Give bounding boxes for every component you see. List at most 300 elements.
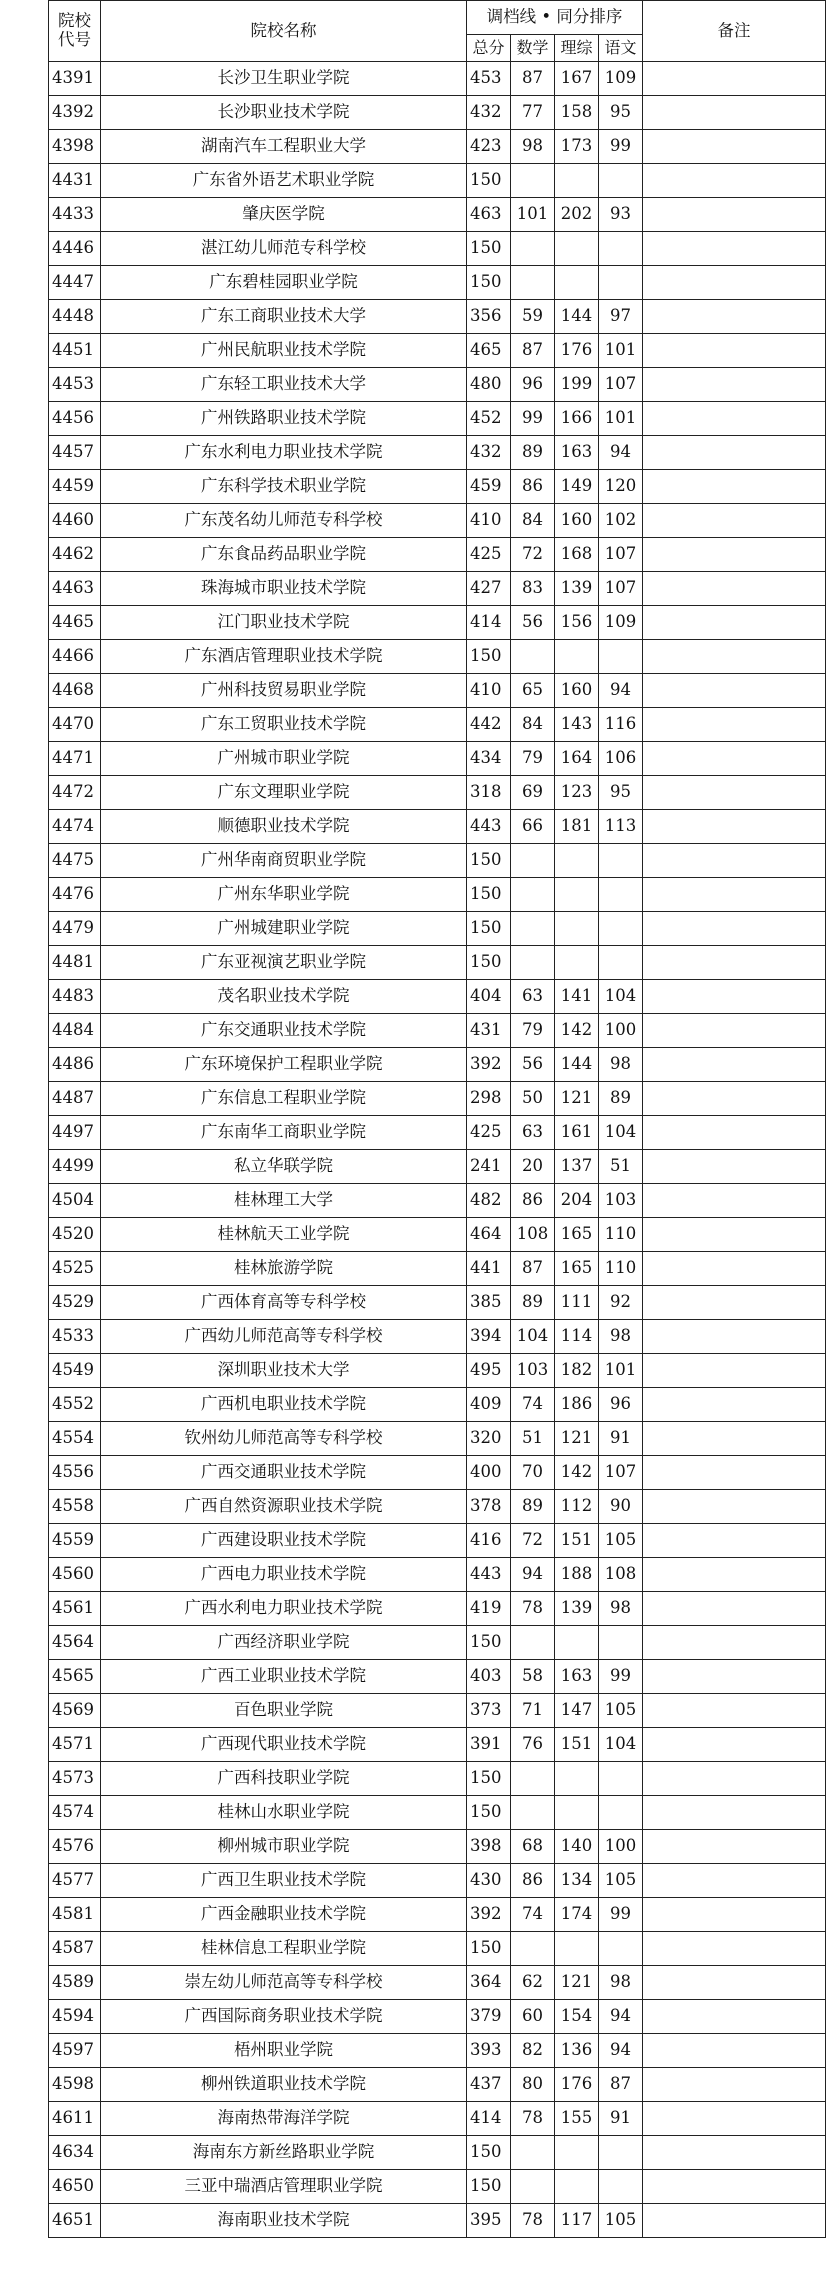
table-row [49,1796,826,1830]
school-code-cell: 4650 [49,2170,101,2204]
chinese-score-cell: 120 [599,470,643,504]
chinese-score-cell: 96 [599,1388,643,1422]
total-score-cell: 364 [467,1966,511,2000]
table-row [49,776,826,810]
science-score-cell: 176 [555,334,599,368]
table-row [49,1354,826,1388]
math-score-cell: 69 [511,776,555,810]
table-row [49,640,826,674]
note-cell [643,266,826,300]
science-score-cell: 143 [555,708,599,742]
math-score-cell: 94 [511,1558,555,1592]
table-row [49,1048,826,1082]
school-code-cell: 4463 [49,572,101,606]
math-score-cell: 74 [511,1388,555,1422]
chinese-score-cell: 107 [599,572,643,606]
science-score-cell: 136 [555,2034,599,2068]
school-code-cell: 4447 [49,266,101,300]
math-score-cell: 101 [511,198,555,232]
table-row [49,1966,826,2000]
school-code-cell: 4453 [49,368,101,402]
school-code-cell: 4468 [49,674,101,708]
science-score-cell: 134 [555,1864,599,1898]
school-name-cell: 广州城市职业学院 [101,742,467,776]
header-school-code-line2: 代号 [58,30,91,49]
school-code-cell: 4533 [49,1320,101,1354]
science-score-cell: 182 [555,1354,599,1388]
chinese-score-cell: 100 [599,1830,643,1864]
school-code-cell: 4476 [49,878,101,912]
school-code-cell: 4560 [49,1558,101,1592]
school-name-cell: 广西金融职业技术学院 [101,1898,467,1932]
chinese-score-cell: 101 [599,334,643,368]
school-code-cell: 4472 [49,776,101,810]
total-score-cell: 150 [467,1796,511,1830]
table-row [49,1626,826,1660]
total-score-cell: 480 [467,368,511,402]
total-score-cell: 443 [467,1558,511,1592]
school-code-cell: 4487 [49,1082,101,1116]
chinese-score-cell: 104 [599,1728,643,1762]
school-code-cell: 4589 [49,1966,101,2000]
chinese-score-cell: 101 [599,402,643,436]
chinese-score-cell: 104 [599,980,643,1014]
note-cell [643,606,826,640]
table-row [49,1456,826,1490]
school-code-cell: 4471 [49,742,101,776]
science-score-cell: 149 [555,470,599,504]
table-row [49,810,826,844]
chinese-score-cell: 105 [599,1694,643,1728]
table-row [49,1388,826,1422]
math-score-cell: 72 [511,1524,555,1558]
table-row [49,1592,826,1626]
chinese-score-cell: 113 [599,810,643,844]
math-score-cell: 71 [511,1694,555,1728]
math-score-cell [511,946,555,980]
math-score-cell: 79 [511,1014,555,1048]
table-row [49,368,826,402]
school-name-cell: 广州东华职业学院 [101,878,467,912]
table-row [49,2000,826,2034]
total-score-cell: 150 [467,640,511,674]
school-code-cell: 4451 [49,334,101,368]
note-cell [643,402,826,436]
science-score-cell [555,232,599,266]
school-code-cell: 4475 [49,844,101,878]
chinese-score-cell: 90 [599,1490,643,1524]
header-score-group: 调档线 • 同分排序 [467,1,643,35]
note-cell [643,810,826,844]
school-name-cell: 广西建设职业技术学院 [101,1524,467,1558]
math-score-cell [511,1796,555,1830]
table-row [49,572,826,606]
science-score-cell [555,844,599,878]
school-name-cell: 广东交通职业技术学院 [101,1014,467,1048]
note-cell [643,504,826,538]
school-name-cell: 桂林山水职业学院 [101,1796,467,1830]
school-name-cell: 广东茂名幼儿师范专科学校 [101,504,467,538]
chinese-score-cell: 100 [599,1014,643,1048]
math-score-cell: 77 [511,96,555,130]
total-score-cell: 464 [467,1218,511,1252]
chinese-score-cell: 106 [599,742,643,776]
school-name-cell: 茂名职业技术学院 [101,980,467,1014]
note-cell [643,2170,826,2204]
school-code-cell: 4587 [49,1932,101,1966]
table-row [49,62,826,96]
school-name-cell: 广东亚视演艺职业学院 [101,946,467,980]
science-score-cell: 121 [555,1082,599,1116]
chinese-score-cell [599,232,643,266]
table-row [49,742,826,776]
science-score-cell: 121 [555,1966,599,2000]
math-score-cell: 63 [511,980,555,1014]
total-score-cell: 423 [467,130,511,164]
chinese-score-cell: 99 [599,1898,643,1932]
table-row [49,2204,826,2238]
total-score-cell: 441 [467,1252,511,1286]
total-score-cell: 385 [467,1286,511,1320]
total-score-cell: 356 [467,300,511,334]
chinese-score-cell: 51 [599,1150,643,1184]
school-code-cell: 4457 [49,436,101,470]
science-score-cell: 123 [555,776,599,810]
school-code-cell: 4504 [49,1184,101,1218]
science-score-cell: 165 [555,1218,599,1252]
total-score-cell: 391 [467,1728,511,1762]
note-cell [643,470,826,504]
science-score-cell: 121 [555,1422,599,1456]
note-cell [643,1048,826,1082]
science-score-cell [555,1762,599,1796]
science-score-cell: 160 [555,674,599,708]
school-name-cell: 桂林理工大学 [101,1184,467,1218]
school-code-cell: 4391 [49,62,101,96]
note-cell [643,572,826,606]
note-cell [643,1762,826,1796]
math-score-cell: 89 [511,1286,555,1320]
school-name-cell: 广州华南商贸职业学院 [101,844,467,878]
note-cell [643,2136,826,2170]
science-score-cell: 166 [555,402,599,436]
school-code-cell: 4499 [49,1150,101,1184]
note-cell [643,1864,826,1898]
science-score-cell: 164 [555,742,599,776]
total-score-cell: 392 [467,1048,511,1082]
school-code-cell: 4611 [49,2102,101,2136]
table-row [49,1524,826,1558]
science-score-cell [555,2136,599,2170]
chinese-score-cell: 99 [599,130,643,164]
science-score-cell: 147 [555,1694,599,1728]
total-score-cell: 419 [467,1592,511,1626]
science-score-cell: 140 [555,1830,599,1864]
math-score-cell: 59 [511,300,555,334]
table-row [49,1728,826,1762]
note-cell [643,1660,826,1694]
school-name-cell: 广州城建职业学院 [101,912,467,946]
chinese-score-cell [599,640,643,674]
school-name-cell: 顺德职业技术学院 [101,810,467,844]
table-header [49,1,826,62]
total-score-cell: 443 [467,810,511,844]
total-score-cell: 150 [467,1932,511,1966]
school-name-cell: 广西机电职业技术学院 [101,1388,467,1422]
science-score-cell: 181 [555,810,599,844]
table-row [49,1830,826,1864]
chinese-score-cell: 104 [599,1116,643,1150]
total-score-cell: 150 [467,1762,511,1796]
table-row [49,1320,826,1354]
total-score-cell: 392 [467,1898,511,1932]
table-row [49,130,826,164]
chinese-score-cell: 95 [599,776,643,810]
note-cell [643,640,826,674]
school-code-cell: 4456 [49,402,101,436]
school-name-cell: 广西体育高等专科学校 [101,1286,467,1320]
table-row [49,300,826,334]
table-row [49,1184,826,1218]
note-cell [643,1422,826,1456]
table-row [49,1286,826,1320]
school-code-cell: 4484 [49,1014,101,1048]
school-name-cell: 梧州职业学院 [101,2034,467,2068]
table-row [49,674,826,708]
chinese-score-cell [599,1626,643,1660]
school-name-cell: 柳州城市职业学院 [101,1830,467,1864]
note-cell [643,1320,826,1354]
school-name-cell: 广东文理职业学院 [101,776,467,810]
note-cell [643,742,826,776]
note-cell [643,1592,826,1626]
school-code-cell: 4573 [49,1762,101,1796]
note-cell [643,2068,826,2102]
school-code-cell: 4558 [49,1490,101,1524]
school-code-cell: 4465 [49,606,101,640]
chinese-score-cell: 91 [599,1422,643,1456]
math-score-cell: 86 [511,1864,555,1898]
chinese-score-cell: 108 [599,1558,643,1592]
school-code-cell: 4483 [49,980,101,1014]
note-cell [643,300,826,334]
note-cell [643,164,826,198]
chinese-score-cell [599,164,643,198]
note-cell [643,1490,826,1524]
math-score-cell: 82 [511,2034,555,2068]
school-name-cell: 崇左幼儿师范高等专科学校 [101,1966,467,2000]
science-score-cell: 137 [555,1150,599,1184]
chinese-score-cell [599,946,643,980]
note-cell [643,844,826,878]
total-score-cell: 150 [467,2136,511,2170]
total-score-cell: 378 [467,1490,511,1524]
math-score-cell: 78 [511,2204,555,2238]
note-cell [643,2000,826,2034]
school-name-cell: 广州民航职业技术学院 [101,334,467,368]
note-cell [643,198,826,232]
school-code-cell: 4554 [49,1422,101,1456]
chinese-score-cell: 107 [599,538,643,572]
table-row [49,538,826,572]
chinese-score-cell [599,878,643,912]
total-score-cell: 320 [467,1422,511,1456]
chinese-score-cell [599,1796,643,1830]
school-code-cell: 4561 [49,1592,101,1626]
school-name-cell: 广西卫生职业技术学院 [101,1864,467,1898]
header-school-code [49,1,101,62]
total-score-cell: 425 [467,1116,511,1150]
school-name-cell: 百色职业学院 [101,1694,467,1728]
table-row [49,1558,826,1592]
science-score-cell [555,946,599,980]
school-code-cell: 4634 [49,2136,101,2170]
school-name-cell: 广东工贸职业技术学院 [101,708,467,742]
table-row [49,402,826,436]
math-score-cell [511,266,555,300]
school-name-cell: 广东工商职业技术大学 [101,300,467,334]
school-code-cell: 4462 [49,538,101,572]
school-code-cell: 4565 [49,1660,101,1694]
school-name-cell: 广西自然资源职业技术学院 [101,1490,467,1524]
total-score-cell: 434 [467,742,511,776]
table-row [49,164,826,198]
school-name-cell: 桂林航天工业学院 [101,1218,467,1252]
school-name-cell: 广西交通职业技术学院 [101,1456,467,1490]
note-cell [643,946,826,980]
science-score-cell: 144 [555,300,599,334]
table-row [49,436,826,470]
math-score-cell [511,1626,555,1660]
total-score-cell: 410 [467,674,511,708]
total-score-cell: 482 [467,1184,511,1218]
school-name-cell: 广西经济职业学院 [101,1626,467,1660]
school-code-cell: 4398 [49,130,101,164]
total-score-cell: 150 [467,844,511,878]
total-score-cell: 414 [467,606,511,640]
note-cell [643,2034,826,2068]
school-code-cell: 4460 [49,504,101,538]
school-name-cell: 广西国际商务职业技术学院 [101,2000,467,2034]
school-code-cell: 4598 [49,2068,101,2102]
chinese-score-cell: 110 [599,1218,643,1252]
total-score-cell: 416 [467,1524,511,1558]
math-score-cell: 79 [511,742,555,776]
note-cell [643,776,826,810]
science-score-cell: 112 [555,1490,599,1524]
table-row [49,2102,826,2136]
math-score-cell [511,878,555,912]
chinese-score-cell [599,1932,643,1966]
school-name-cell: 广西幼儿师范高等专科学校 [101,1320,467,1354]
math-score-cell: 80 [511,2068,555,2102]
school-code-cell: 4581 [49,1898,101,1932]
total-score-cell: 150 [467,878,511,912]
table-row [49,1422,826,1456]
note-cell [643,1082,826,1116]
note-cell [643,1354,826,1388]
table-row [49,878,826,912]
chinese-score-cell: 94 [599,2034,643,2068]
math-score-cell [511,1932,555,1966]
chinese-score-cell: 110 [599,1252,643,1286]
school-code-cell: 4577 [49,1864,101,1898]
header-chinese: 语文 [599,35,643,62]
math-score-cell [511,844,555,878]
chinese-score-cell [599,2170,643,2204]
table-row [49,1218,826,1252]
note-cell [643,1218,826,1252]
science-score-cell: 158 [555,96,599,130]
note-cell [643,1252,826,1286]
total-score-cell: 495 [467,1354,511,1388]
table-row [49,2136,826,2170]
school-code-cell: 4651 [49,2204,101,2238]
note-cell [643,368,826,402]
science-score-cell [555,640,599,674]
note-cell [643,1558,826,1592]
school-code-cell: 4597 [49,2034,101,2068]
school-name-cell: 广东环境保护工程职业学院 [101,1048,467,1082]
total-score-cell: 318 [467,776,511,810]
math-score-cell: 89 [511,436,555,470]
school-name-cell: 广东南华工商职业学院 [101,1116,467,1150]
school-name-cell: 深圳职业技术大学 [101,1354,467,1388]
math-score-cell: 84 [511,504,555,538]
table-row [49,1898,826,1932]
science-score-cell [555,266,599,300]
table-row [49,912,826,946]
school-code-cell: 4431 [49,164,101,198]
science-score-cell: 151 [555,1728,599,1762]
school-code-cell: 4479 [49,912,101,946]
chinese-score-cell: 95 [599,96,643,130]
total-score-cell: 409 [467,1388,511,1422]
total-score-cell: 430 [467,1864,511,1898]
school-code-cell: 4549 [49,1354,101,1388]
math-score-cell: 68 [511,1830,555,1864]
math-score-cell [511,2170,555,2204]
header-school-name: 院校名称 [101,1,467,62]
chinese-score-cell: 98 [599,1592,643,1626]
total-score-cell: 463 [467,198,511,232]
chinese-score-cell: 92 [599,1286,643,1320]
school-code-cell: 4481 [49,946,101,980]
school-code-cell: 4470 [49,708,101,742]
school-name-cell: 桂林信息工程职业学院 [101,1932,467,1966]
math-score-cell: 65 [511,674,555,708]
chinese-score-cell: 105 [599,1864,643,1898]
total-score-cell: 379 [467,2000,511,2034]
school-code-cell: 4569 [49,1694,101,1728]
table-row [49,946,826,980]
school-code-cell: 4552 [49,1388,101,1422]
math-score-cell: 86 [511,470,555,504]
school-name-cell: 湖南汽车工程职业大学 [101,130,467,164]
science-score-cell: 156 [555,606,599,640]
math-score-cell: 78 [511,2102,555,2136]
science-score-cell: 167 [555,62,599,96]
table-row [49,1116,826,1150]
chinese-score-cell [599,844,643,878]
science-score-cell: 163 [555,1660,599,1694]
chinese-score-cell: 94 [599,674,643,708]
science-score-cell: 199 [555,368,599,402]
science-score-cell: 163 [555,436,599,470]
science-score-cell: 151 [555,1524,599,1558]
chinese-score-cell: 98 [599,1966,643,2000]
total-score-cell: 431 [467,1014,511,1048]
